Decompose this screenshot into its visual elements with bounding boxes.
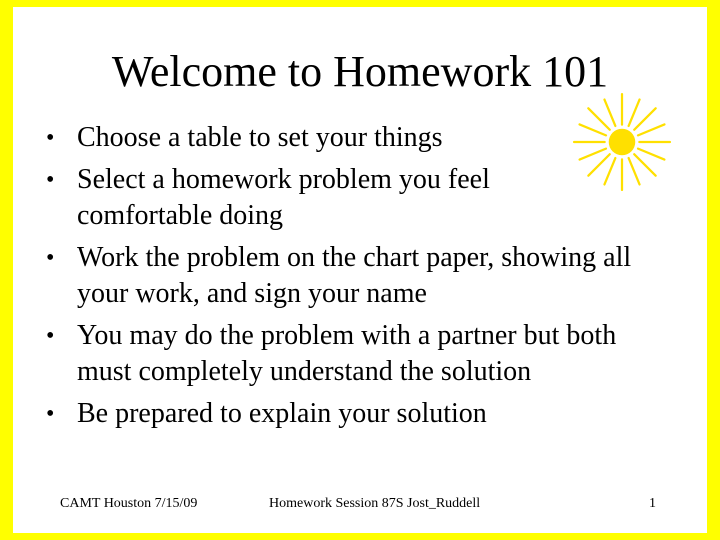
slide <box>13 7 707 533</box>
slide-title: Welcome to Homework 101 <box>111 47 609 96</box>
bullet-item <box>13 396 677 432</box>
bullet-marker: • <box>46 245 55 271</box>
bullet-text: You may do the problem with a partner but both must completely understand the solution <box>77 320 617 387</box>
bullet-text: Work the problem on the chart paper, showing all your work, and sign your name <box>77 242 632 309</box>
bullet-marker: • <box>46 167 55 193</box>
footer-session: Homework Session 87S Jost_Ruddell <box>269 496 481 511</box>
bullet-item <box>13 120 677 156</box>
bullet-text: Choose a table to set your things <box>77 122 443 153</box>
slide-number: 1 <box>649 496 656 511</box>
bullet-item <box>13 318 677 390</box>
bullet-marker: • <box>46 401 55 427</box>
footer-date: CAMT Houston 7/15/09 <box>60 496 198 511</box>
bullet-text: Select a homework problem you feel comfortable doing <box>77 164 490 231</box>
bullet-item <box>13 162 557 234</box>
bullet-text: Be prepared to explain your solution <box>77 398 487 429</box>
bullet-list <box>13 120 707 438</box>
bullet-marker: • <box>46 125 55 151</box>
bullet-marker: • <box>46 323 55 349</box>
bullet-item <box>13 240 677 312</box>
